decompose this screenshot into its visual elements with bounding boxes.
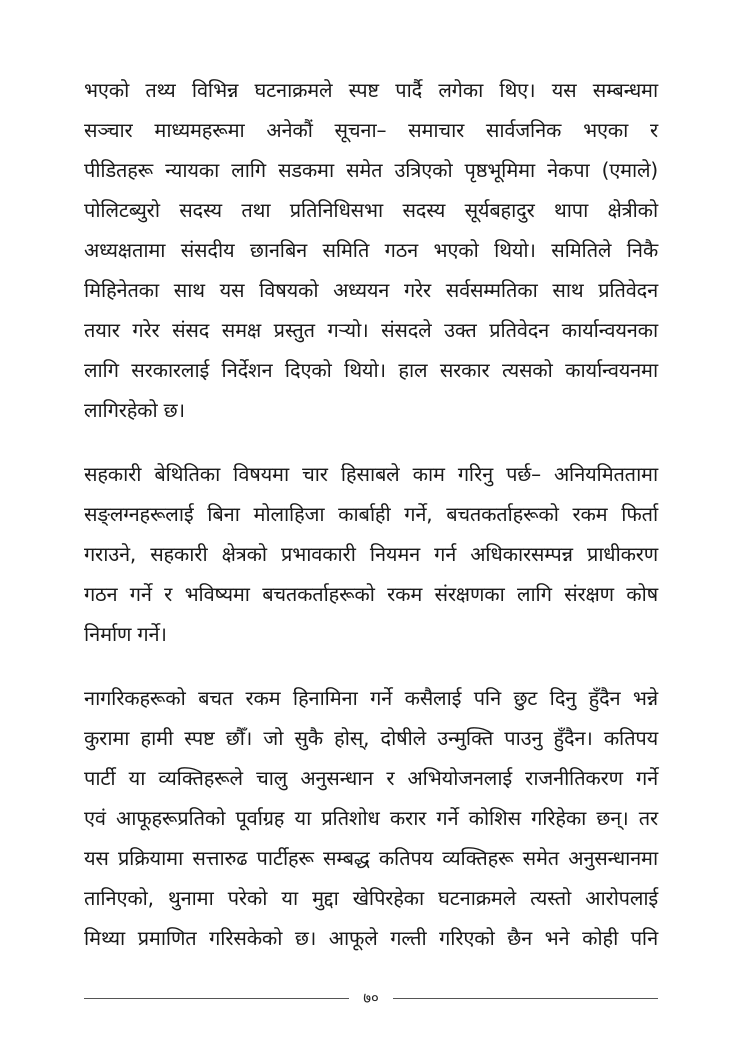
- text-line: एवं आफूहरूप्रतिको पूर्वाग्रह या प्रतिशोध करार गर्ने कोशिस गरिहेका छन्। तर: [84, 806, 658, 830]
- text-line: नागरिकहरूको बचत रकम हिनामिना गर्ने कसैलाई पनि छुट दिनु हुँदैन भन्ने: [84, 686, 658, 710]
- text-line: लागिरहेको छ।: [84, 398, 185, 422]
- text-line: मिहिनेतका साथ यस विषयको अध्ययन गरेर सर्वसम्मतिका साथ प्रतिवेदन: [84, 278, 658, 302]
- text-line: तयार गरेर संसद समक्ष प्रस्तुत गर्‍यो। संसदले उक्त प्रतिवेदन कार्यान्वयनका: [84, 318, 658, 342]
- paragraph-2: [84, 454, 658, 654]
- text-line: निर्माण गर्ने।: [84, 622, 167, 646]
- footer-rule-right: [393, 998, 658, 999]
- paragraph-1: [84, 70, 658, 430]
- text-line: पार्टी या व्यक्तिहरूले चालु अनुसन्धान र अभियोजनलाई राजनीतिकरण गर्ने: [84, 766, 658, 790]
- page-number: ७०: [363, 989, 379, 1007]
- text-line: तानिएको, थुनामा परेको या मुद्दा खेपिरहेका घटनाक्रमले त्यस्तो आरोपलाई: [84, 886, 658, 910]
- text-line: कुरामा हामी स्पष्ट छौँ। जो सुकै होस्, दोषीले उन्मुक्ति पाउनु हुँदैन। कतिपय: [84, 726, 658, 750]
- text-line: पोलिटब्युरो सदस्य तथा प्रतिनिधिसभा सदस्य सूर्यबहादुर थापा क्षेत्रीको: [84, 198, 658, 222]
- text-line: भएको तथ्य विभिन्न घटनाक्रमले स्पष्ट पार्दै लगेका थिए। यस सम्बन्धमा: [84, 78, 658, 102]
- paragraph-3: [84, 678, 658, 958]
- text-line: यस प्रक्रियामा सत्तारुढ पार्टीहरू सम्बद्ध कतिपय व्यक्तिहरू समेत अनुसन्धानमा: [84, 846, 658, 870]
- page-footer: [84, 986, 658, 1010]
- text-line: पीडितहरू न्यायका लागि सडकमा समेत उत्रिएको पृष्ठभूमिमा नेकपा (एमाले): [84, 158, 658, 182]
- text-line: सञ्चार माध्यमहरूमा अनेकौं सूचना– समाचार सार्वजनिक भएका र: [84, 118, 658, 142]
- footer-rule-left: [84, 998, 349, 999]
- text-line: सहकारी बेथितिका विषयमा चार हिसाबले काम गरिनु पर्छ– अनियमिततामा: [84, 462, 658, 486]
- text-line: अध्यक्षतामा संसदीय छानबिन समिति गठन भएको थियो। समितिले निकै: [84, 238, 658, 262]
- text-line: गराउने, सहकारी क्षेत्रको प्रभावकारी नियमन गर्न अधिकारसम्पन्न प्राधीकरण: [84, 542, 658, 566]
- document-body: [84, 70, 658, 982]
- text-line: मिथ्या प्रमाणित गरिसकेको छ। आफूले गल्ती गरिएको छैन भने कोही पनि: [84, 926, 658, 950]
- text-line: सङ्लग्नहरूलाई बिना मोलाहिजा कार्बाही गर्ने, बचतकर्ताहरूको रकम फिर्ता: [84, 502, 658, 526]
- text-line: गठन गर्ने र भविष्यमा बचतकर्ताहरूको रकम संरक्षणका लागि संरक्षण कोष: [84, 582, 658, 606]
- text-line: लागि सरकारलाई निर्देशन दिएको थियो। हाल सरकार त्यसको कार्यान्वयनमा: [84, 358, 658, 382]
